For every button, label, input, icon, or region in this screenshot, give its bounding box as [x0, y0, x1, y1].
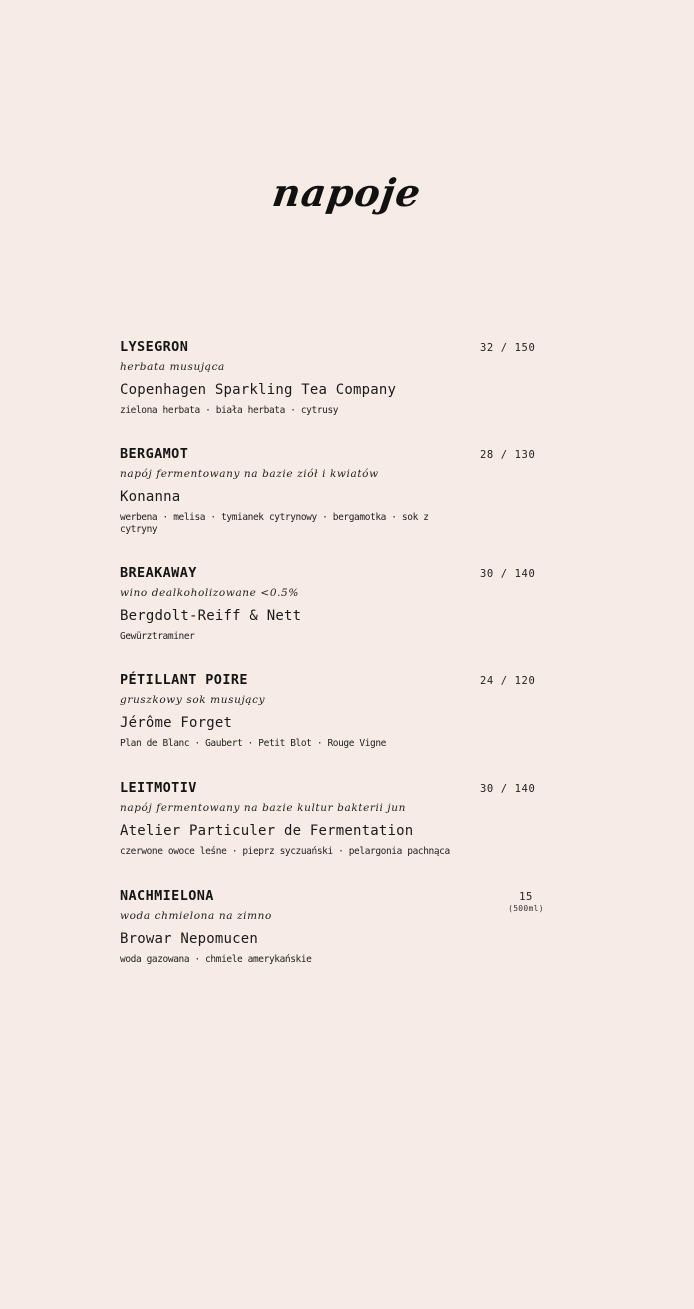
item-notes: Plan de Blanc · Gaubert · Petit Blot · Rouge Vigne — [120, 738, 386, 749]
item-price: 28 / 130 — [480, 449, 536, 461]
menu-item — [120, 339, 560, 446]
item-type: napój fermentowany na bazie kultur bakterii jun — [120, 802, 406, 814]
item-producer: Bergdolt-Reiff & Nett — [120, 608, 302, 624]
page-title: napoje — [269, 170, 425, 215]
item-producer: Konanna — [120, 489, 181, 505]
menu-item — [120, 446, 560, 565]
item-price — [506, 890, 546, 914]
item-price-volume: (500ml) — [508, 904, 544, 913]
item-name: NACHMIELONA — [120, 888, 214, 904]
item-type: wino dealkoholizowane <0.5% — [120, 587, 299, 599]
item-price: 24 / 120 — [480, 675, 536, 687]
item-name: PÉTILLANT POIRE — [120, 672, 248, 688]
menu-item — [120, 780, 560, 888]
item-name: LEITMOTIV — [120, 780, 197, 796]
menu-item — [120, 565, 560, 672]
menu-item — [120, 888, 560, 988]
item-notes: czerwone owoce leśne · pieprz syczuański · pelargonia pachnąca — [120, 846, 450, 857]
menu-item — [120, 672, 560, 780]
item-notes: werbena · melisa · tymianek cytrynowy · bergamotka · sok z cytryny — [120, 512, 429, 535]
item-producer: Atelier Particuler de Fermentation — [120, 823, 414, 839]
item-producer: Copenhagen Sparkling Tea Company — [120, 382, 397, 398]
item-type: napój fermentowany na bazie ziół i kwiatów — [120, 468, 379, 480]
item-notes: Gewürztraminer — [120, 631, 195, 642]
item-type: herbata musująca — [120, 361, 225, 373]
item-price: 30 / 140 — [480, 783, 536, 795]
item-price-value: 15 — [519, 891, 533, 903]
item-price: 32 / 150 — [480, 342, 536, 354]
item-producer: Browar Nepomucen — [120, 931, 259, 947]
item-notes: woda gazowana · chmiele amerykańskie — [120, 954, 312, 965]
item-type: woda chmielona na zimno — [120, 910, 272, 922]
item-name: BERGAMOT — [120, 446, 189, 462]
item-name: BREAKAWAY — [120, 565, 197, 581]
item-name: LYSEGRON — [120, 339, 189, 355]
item-type: gruszkowy sok musujący — [120, 694, 266, 706]
item-producer: Jérôme Forget — [120, 715, 233, 731]
item-price: 30 / 140 — [480, 568, 536, 580]
item-notes: zielona herbata · biała herbata · cytrusy — [120, 405, 339, 416]
drinks-menu — [120, 339, 560, 988]
